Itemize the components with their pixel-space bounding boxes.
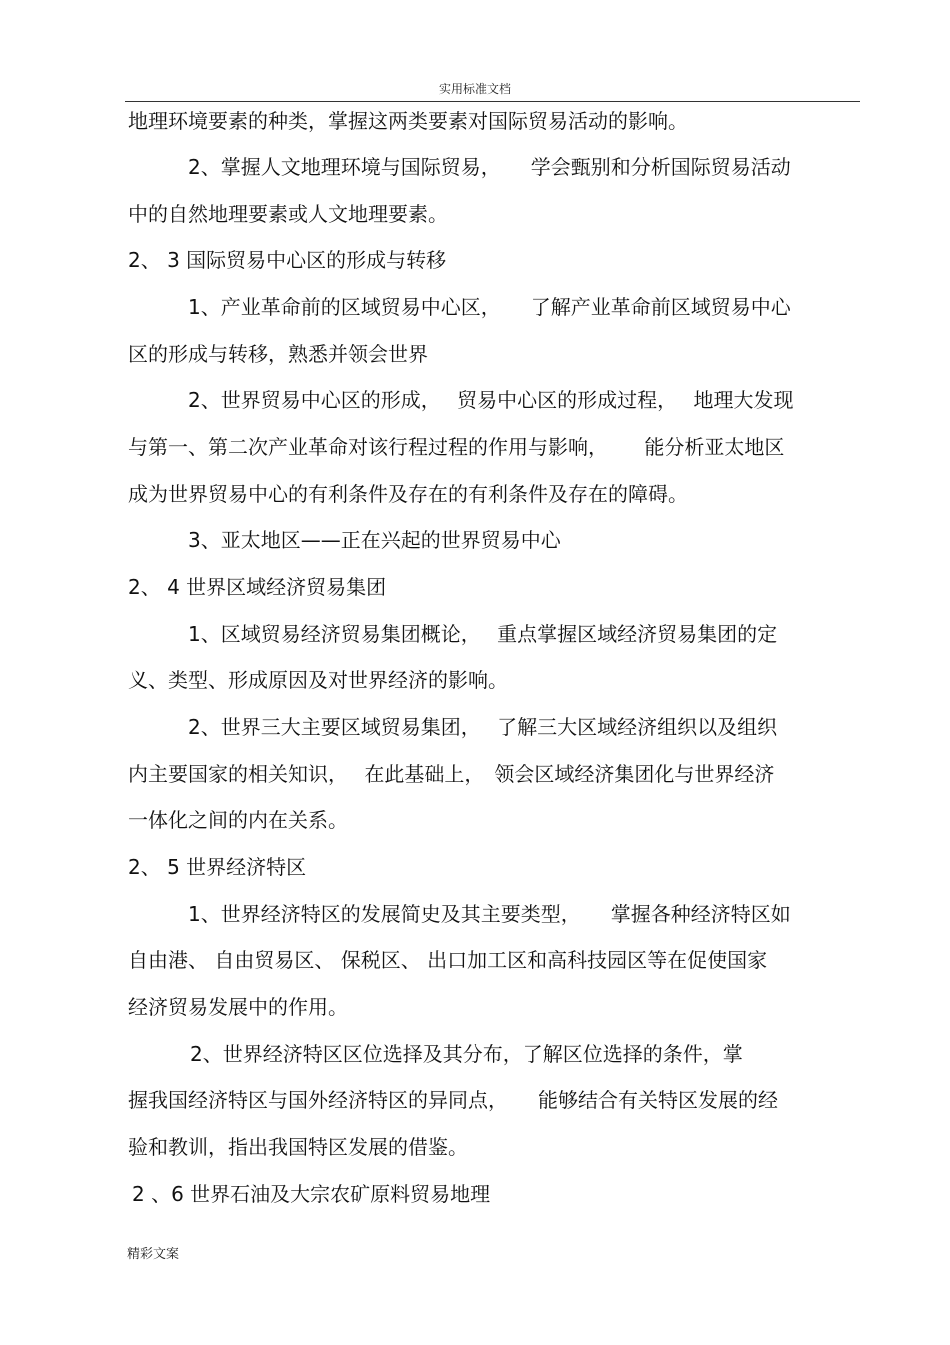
section-heading: 2、 4 世界区域经济贸易集团: [128, 575, 387, 599]
text-line: 地理环境要素的种类，掌握这两类要素对国际贸易活动的影响。: [128, 109, 688, 133]
text-line: 2、世界经济特区区位选择及其分布，了解区位选择的条件，掌: [190, 1042, 743, 1066]
section-heading: 2 、6 世界石油及大宗农矿原料贸易地理: [132, 1182, 491, 1206]
text-line: 中的自然地理要素或人文地理要素。: [128, 202, 448, 226]
text-line: 内主要国家的相关知识， 在此基础上， 领会区域经济集团化与世界经济: [128, 762, 775, 786]
text-line: 握我国经济特区与国外经济特区的异同点， 能够结合有关特区发展的经: [128, 1088, 778, 1112]
page-footer: 精彩文案: [127, 1247, 180, 1262]
section-heading: 2、 5 世界经济特区: [128, 855, 307, 879]
text-line: 验和教训，指出我国特区发展的借鉴。: [128, 1135, 468, 1159]
text-line: 1、产业革命前的区域贸易中心区， 了解产业革命前区域贸易中心: [188, 295, 791, 319]
text-line: 义、类型、形成原因及对世界经济的影响。: [128, 668, 508, 692]
page-header: 实用标准文档: [438, 82, 511, 96]
text-line: 2、世界三大主要区域贸易集团， 了解三大区域经济组织以及组织: [188, 715, 778, 739]
text-line: 1、区域贸易经济贸易集团概论， 重点掌握区域经济贸易集团的定: [188, 622, 778, 646]
header-divider: [125, 101, 860, 102]
text-line: 2、掌握人文地理环境与国际贸易， 学会甄别和分析国际贸易活动: [188, 155, 791, 179]
text-line: 成为世界贸易中心的有利条件及存在的有利条件及存在的障碍。: [128, 482, 688, 506]
text-line: 自由港、 自由贸易区、 保税区、 出口加工区和高科技园区等在促使国家: [128, 948, 768, 972]
text-line: 与第一、第二次产业革命对该行程过程的作用与影响， 能分析亚太地区: [128, 435, 785, 459]
text-line: 3、亚太地区——正在兴起的世界贸易中心: [188, 528, 561, 552]
text-line: 2、世界贸易中心区的形成， 贸易中心区的形成过程， 地理大发现: [188, 388, 794, 412]
text-line: 一体化之间的内在关系。: [128, 808, 348, 832]
text-line: 区的形成与转移，熟悉并领会世界: [128, 342, 428, 366]
section-heading: 2、 3 国际贸易中心区的形成与转移: [128, 248, 447, 272]
text-line: 1、世界经济特区的发展简史及其主要类型， 掌握各种经济特区如: [188, 902, 791, 926]
text-line: 经济贸易发展中的作用。: [128, 995, 348, 1019]
